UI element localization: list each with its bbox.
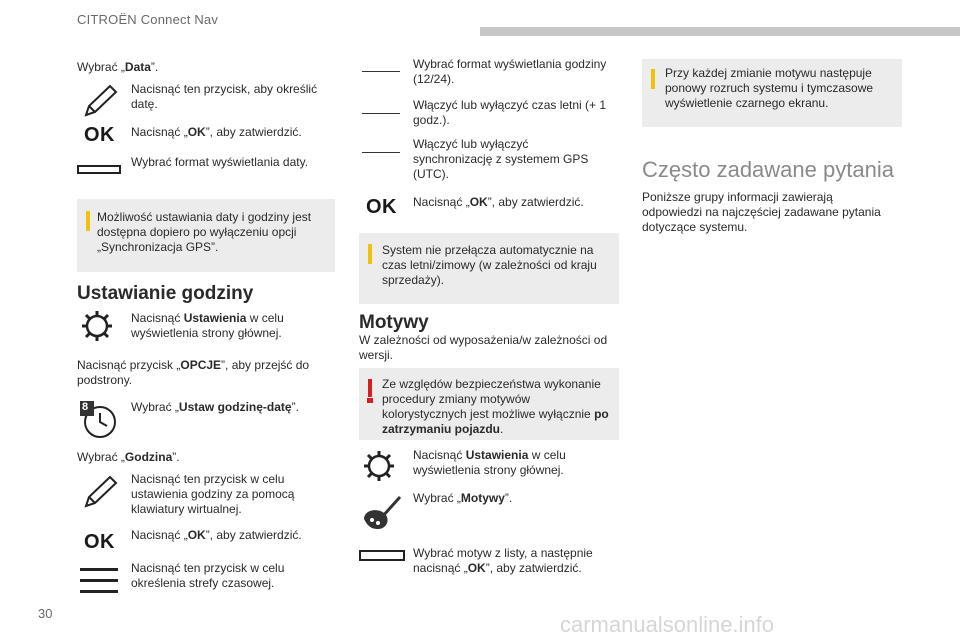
gear-icon (363, 450, 395, 482)
warning-icon (368, 379, 372, 397)
section-heading: Motywy (359, 312, 429, 333)
toggle-line-icon (362, 152, 400, 153)
select-date-text: Wybrać „Data”. (77, 60, 159, 74)
date-format-text: Wybrać format wyświetlania daty. (131, 155, 309, 169)
header-bar (480, 27, 960, 36)
ok-confirm-text: Nacisnąć „OK”, aby zatwierdzić. (413, 195, 584, 209)
format-line-icon (362, 71, 400, 72)
dst-text: Włączyć lub wyłączyć czas letni (+ 1 godz.). (413, 98, 607, 127)
ok-icon: OK (366, 196, 397, 218)
palette-brush-icon (360, 493, 404, 533)
faq-text: Poniższe grupy informacji zawierają odpowiedzi na najczęściej zadawane pytania dotyczące systemu. (642, 190, 881, 234)
options-text: Nacisnąć przycisk „OPCJE”, aby przejść do podstrony. (77, 358, 310, 387)
time-format-text: Wybrać format wyświetlania godziny (12/24). (413, 57, 607, 86)
faq-heading: Często zadawane pytania (642, 157, 894, 182)
list-icon (80, 566, 118, 596)
gps-sync-text: Włączyć lub wyłączyć synchronizację z systemem GPS (UTC). (413, 137, 589, 181)
settings-text: Nacisnąć Ustawienia w celu wyświetlenia strony głównej. (413, 448, 566, 477)
warning-box (359, 368, 619, 440)
pencil-hour-text: Nacisnąć ten przycisk w celu ustawienia godziny za pomocą klawiatury wirtualnej. (131, 472, 295, 516)
theme-list-icon (359, 550, 405, 564)
toggle-line-icon (362, 113, 400, 114)
info-bar-icon (651, 69, 655, 89)
pencil-icon (80, 473, 118, 511)
info-box (359, 233, 619, 304)
warning-text: Ze względów bezpieczeństwa wykonanie procedury zmiany motywów kolorystycznych jest możliwe wyłącznie po zatrzymaniu pojazdu. (382, 377, 609, 436)
info-box (77, 199, 335, 272)
settings-text: Nacisnąć Ustawienia w celu wyświetlenia strony głównej. (131, 311, 284, 340)
section-heading: Ustawianie godziny (77, 283, 254, 304)
format-list-icon (77, 165, 121, 175)
warning-dot (367, 398, 373, 403)
ok-icon: OK (84, 124, 115, 146)
info-box-text: Możliwość ustawiania daty i godziny jest dostępna dopiero po wyłączeniu opcji „Synchronizacja GPS”. (97, 210, 312, 254)
ok-confirm-text: Nacisnąć „OK”, aby zatwierdzić. (131, 125, 302, 139)
gear-icon (81, 310, 113, 342)
pencil-date-text: Nacisnąć ten przycisk, aby określić datę. (131, 82, 318, 111)
header-title: CITROËN Connect Nav (77, 12, 219, 27)
info-box-text: System nie przełącza automatycznie na czas letni/zimowy (w zależności od kraju sprzedaży). (382, 243, 597, 287)
info-box (642, 59, 902, 127)
clock-text: Wybrać „Ustaw godzinę-datę”. (131, 400, 299, 414)
choose-theme-text: Wybrać motyw z listy, a następnie nacisnąć „OK”, aby zatwierdzić. (413, 546, 593, 575)
ok-icon: OK (84, 531, 115, 553)
watermark: carmanualsonline.info (560, 612, 775, 637)
ok-confirm-text: Nacisnąć „OK”, aby zatwierdzić. (131, 528, 302, 542)
hour-text: Wybrać „Godzina”. (77, 450, 180, 464)
clock-badge: 8 (82, 401, 89, 413)
themes-text: Wybrać „Motywy”. (413, 491, 513, 505)
pencil-icon (80, 82, 118, 120)
timezone-text: Nacisnąć ten przycisk w celu określenia strefy czasowej. (131, 561, 285, 590)
info-bar-icon (86, 211, 90, 231)
themes-intro-text: W zależności od wyposażenia/w zależności od wersji. (359, 333, 608, 362)
info-box-text: Przy każdej zmianie motywu następuje ponowy rozruch systemu i tymczasowe wyświetlenie czarnego ekranu. (665, 66, 874, 110)
info-bar-icon (368, 244, 372, 264)
page-number: 30 (38, 606, 53, 621)
